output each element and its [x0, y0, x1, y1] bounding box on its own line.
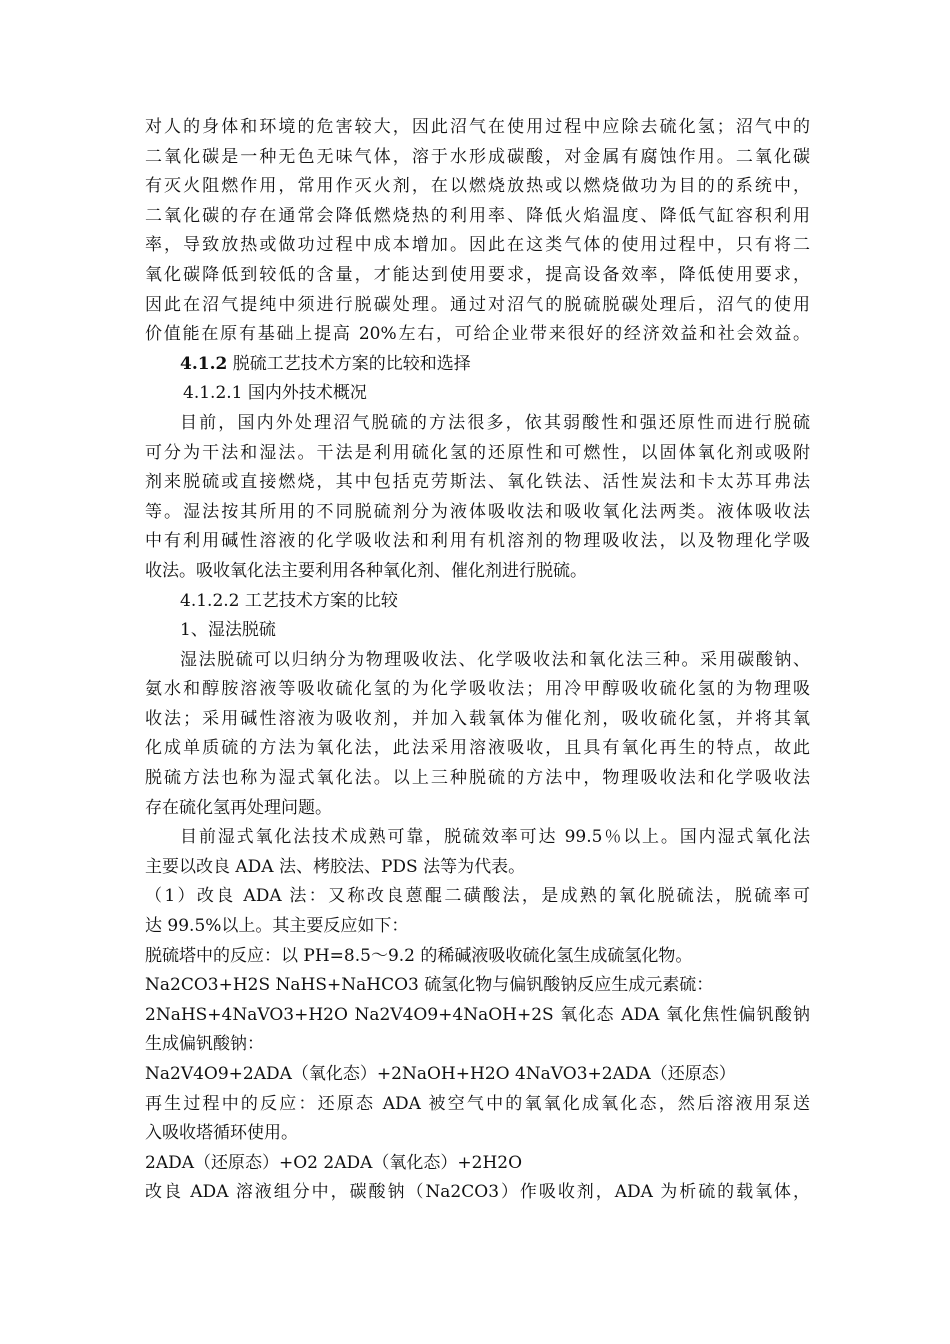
text-line: 氧化碳降低到较低的含量，才能达到使用要求，提高设备效率，降低使用要求， — [145, 264, 810, 285]
text-line: 率，导致放热或做功过程中成本增加。因此在这类气体的使用过程中，只有将二 — [145, 235, 810, 256]
text-line: 再生过程中的反应：还原态 ADA 被空气中的氧氧化成氧化态，然后溶液用泵送 — [145, 1093, 810, 1114]
item-heading-wet-desulfurization: 1、湿法脱硫 — [180, 620, 276, 641]
text-line: 氨水和醇胺溶液等吸收硫化氢的为化学吸收法；用冷甲醇吸收硫化氢的为物理吸 — [145, 679, 810, 700]
text-line: 价值能在原有基础上提高 20%左右，可给企业带来很好的经济效益和社会效益。 — [145, 324, 810, 345]
reaction-equation-3: Na2V4O9+2ADA（氧化态）+2NaOH+H2O 4NaVO3+2ADA（还原态） — [145, 1064, 736, 1084]
paragraph-regeneration — [145, 1090, 810, 1149]
section-heading-4-1-2 — [145, 350, 810, 380]
text-line-solution-components: 改良 ADA 溶液组分中，碳酸钠（Na2CO3）作吸收剂，ADA 为析硫的载氧体， — [145, 1182, 810, 1203]
section-heading-4-1-2-1: 4.1.2.1 国内外技术概况 — [183, 383, 367, 404]
text-line: 中有利用碱性溶液的化学吸收法和利用有机溶剂的物理吸收法，以及物理化学吸 — [145, 531, 810, 552]
reaction-equation-2: 2NaHS+4NaVO3+H2O Na2V4O9+4NaOH+2S 氧化态 ADA 氧化焦性偏钒酸钠 — [145, 1004, 810, 1025]
text-line: 达 99.5%以上。其主要反应如下： — [145, 916, 409, 937]
reaction-equation-2-continued: 生成偏钒酸钠： — [145, 1034, 264, 1055]
text-line: 化成单质硫的方法为氧化法，此法采用溶液吸收，且具有氧化再生的特点，故此 — [145, 738, 810, 759]
document-page — [145, 113, 810, 1208]
paragraph-improved-ada — [145, 882, 810, 941]
text-line: 存在硫化氢再处理问题。 — [145, 797, 332, 818]
text-line: 目前湿式氧化法技术成熟可靠，脱硫效率可达 99.5％以上。国内湿式氧化法 — [180, 827, 810, 848]
text-line: 因此在沼气提纯中须进行脱碳处理。通过对沼气的脱硫脱碳处理后，沼气的使用 — [145, 294, 810, 315]
text-line: 湿法脱硫可以归纳分为物理吸收法、化学吸收法和氧化法三种。采用碳酸钠、 — [180, 649, 810, 670]
desulfurization-tower-reaction: 脱硫塔中的反应：以 PH=8.5～9.2 的稀碱液吸收硫化氢生成硫氢化物。 — [145, 945, 693, 966]
text-line: 等。湿法按其所用的不同脱硫剂分为液体吸收法和吸收氧化法两类。液体吸收法 — [145, 501, 810, 522]
paragraph-wet-methods — [145, 646, 810, 824]
reaction-equation-4: 2ADA（还原态）+O2 2ADA（氧化态）+2H2O — [145, 1152, 523, 1173]
text-line: 有灭火阻燃作用，常用作灭火剂，在以燃烧放热或以燃烧做功为目的的系统中， — [145, 176, 810, 197]
section-number: 4.1.2 — [180, 353, 228, 374]
reaction-equation-1: Na2CO3+H2S NaHS+NaHCO3 硫氢化物与偏钒酸钠反应生成元素硫： — [145, 975, 714, 996]
section-title: 脱硫工艺技术方案的比较和选择 — [232, 353, 471, 374]
paragraph-wet-oxidation — [145, 823, 810, 882]
text-line: 收法；采用碱性溶液为吸收剂，并加入载氧体为催化剂，吸收硫化氢，并将其氧 — [145, 708, 810, 729]
text-line: 剂来脱硫或直接燃烧，其中包括克劳斯法、氧化铁法、活性炭法和卡太苏耳弗法 — [145, 472, 810, 493]
text-line: 对人的身体和环境的危害较大，因此沼气在使用过程中应除去硫化氢；沼气中的 — [145, 117, 810, 137]
text-line: 二氧化碳的存在通常会降低燃烧热的利用率、降低火焰温度、降低气缸容积利用 — [145, 205, 810, 226]
paragraph-hazards — [145, 113, 810, 350]
text-line: 二氧化碳是一种无色无味气体，溶于水形成碳酸，对金属有腐蚀作用。二氧化碳 — [145, 146, 810, 167]
text-line: 可分为干法和湿法。干法是利用硫化氢的还原性和可燃性，以固体氧化剂或吸附 — [145, 442, 810, 463]
text-line: 目前，国内外处理沼气脱硫的方法很多，依其弱酸性和强还原性而进行脱硫 — [180, 412, 810, 433]
text-line: 入吸收塔循环使用。 — [145, 1123, 298, 1144]
text-line: 主要以改良 ADA 法、栲胶法、PDS 法等为代表。 — [145, 856, 526, 877]
text-line: 收法。吸收氧化法主要利用各种氧化剂、催化剂进行脱硫。 — [145, 560, 587, 581]
paragraph-overview — [145, 409, 810, 587]
text-line: （1）改良 ADA 法：又称改良蒽醌二磺酸法，是成熟的氧化脱硫法，脱硫率可 — [145, 886, 810, 907]
section-heading-4-1-2-2: 4.1.2.2 工艺技术方案的比较 — [180, 590, 398, 611]
text-line: 脱硫方法也称为湿式氧化法。以上三种脱硫的方法中，物理吸收法和化学吸收法 — [145, 768, 810, 789]
